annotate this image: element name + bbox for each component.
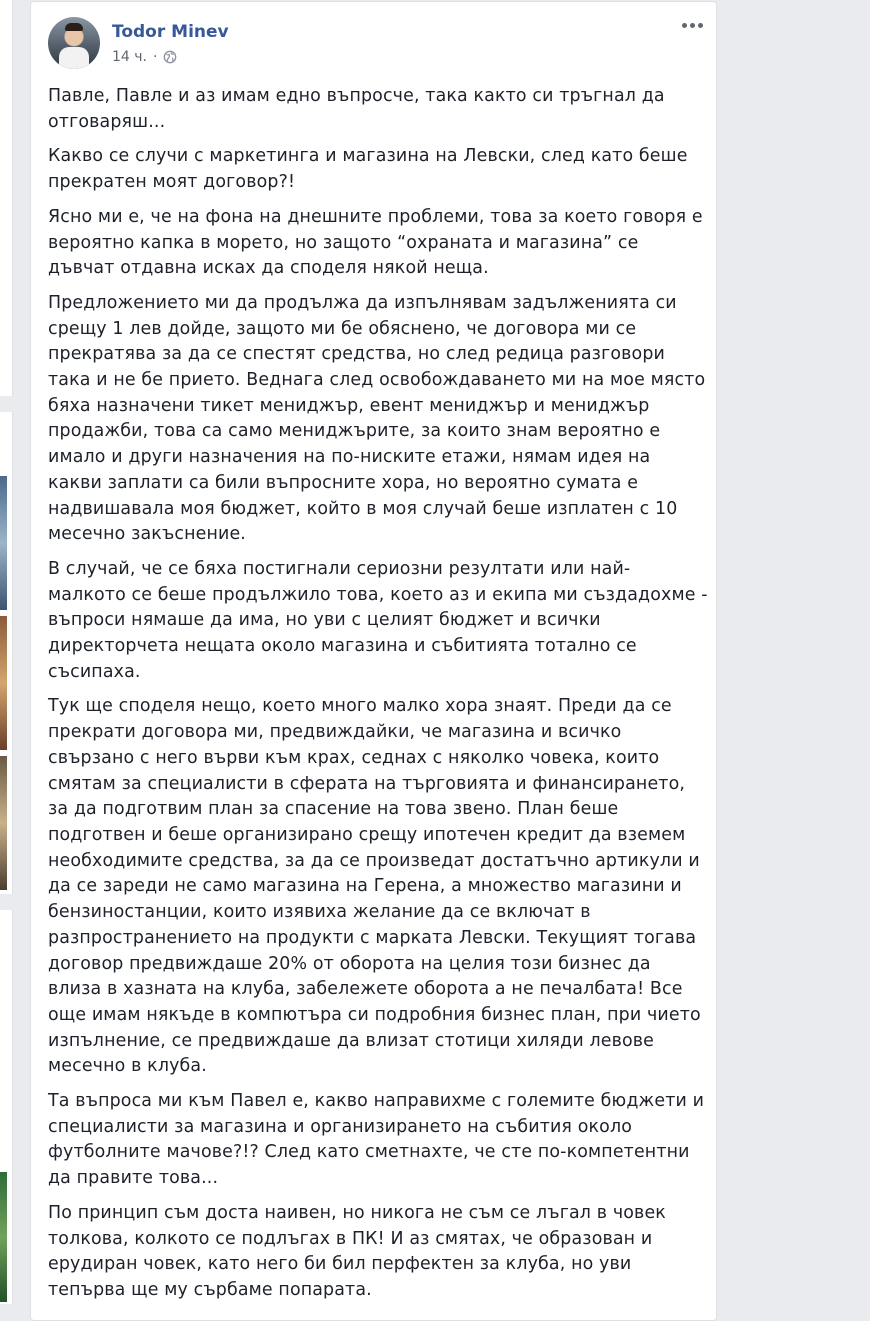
separator: ·: [153, 49, 158, 65]
author-name[interactable]: Todor Minev: [112, 22, 229, 42]
globe-icon[interactable]: [163, 50, 177, 64]
sidebar-card-top: [0, 0, 13, 396]
post-paragraph: Предложението ми да продължа да изпълнявам задълженията си срещу 1 лев дойде, защото ми бе обяснено, че договора ми се прекратява за да се спестят средства, но след редица разговори така и не бе прието. Веднага след освобождаването ми на мое място бяха назначени тикет мениджър, евент мениджър и мениджър продажби, това са само мениджърите, за които знам вероятно е имало и други назначения на по-ниските етажи, нямам идея на какви заплати са били въпросните хора, но вероятно сумата е надвишавала моя бюджет, който в моя случай беше изплатен с 10 месечно закъснение.: [48, 292, 706, 545]
more-options-icon[interactable]: [679, 14, 705, 36]
photo-thumbnail[interactable]: [0, 616, 7, 750]
post-paragraph: Ясно ми е, че на фона на днешните проблеми, това за което говоря е вероятно капка в морето, но защото “охраната и магазина” се дъвчат отдавна исках да споделя някой неща.: [48, 206, 703, 279]
avatar[interactable]: [48, 17, 100, 69]
photo-thumbnail[interactable]: [0, 1172, 7, 1302]
post-paragraph: По принцип съм доста наивен, но никога не съм се лъгал в човек толкова, колкото се подлъгах в ПК! И аз смятах, че образован и ерудиран човек, като него би бил перфектен за клуба, но уви тепърва ще му сърбаме попарата.: [48, 1202, 666, 1300]
facebook-post: [30, 1, 717, 1321]
post-paragraph: Тук ще споделя нещо, което много малко хора знаят. Преди да се прекрати договора ми, предвиждайки, че магазина и всичко свързано с него върви към крах, седнах с няколко човека, които смятам за специалисти в сферата на търговията и финансирането, за да подготвим план за спасение на това звено. План беше подготвен и беше организирано срещу ипотечен кредит да вземем необходимите средства, за да се произведат достатъчно артикули и да се зареди не само магазина на Герена, а множество магазини и бензиностанции, които изявиха желание да се включат в разпространението на продукти с марката Левски. Текущият тогава договор предвиждаше 20% от оборота на целия този бизнес да влиза в хазната на клуба, забележете оборота а не печалбата! Все още имам някъде в компютъра си подробния бизнес план, при чието изпълнение, се предвиждаше да влизат стотици хиляди левове месечно в клуба.: [48, 696, 701, 1077]
photo-thumbnail[interactable]: [0, 756, 7, 890]
post-meta: [112, 49, 177, 65]
post-timestamp[interactable]: 14 ч.: [112, 49, 147, 65]
post-paragraph: Павле, Павле и аз имам едно въпросче, така както си тръгнал да отговаряш...: [48, 86, 665, 132]
post-paragraph: Какво се случи с маркетинга и магазина на Левски, след като беше прекратен моят договор?!: [48, 146, 688, 193]
photo-thumbnail[interactable]: [0, 476, 7, 610]
sidebar-card-bottom: [0, 910, 13, 1304]
post-paragraph: В случай, че се бяха постигнали сериозни резултати или най-малкото се беше продължило това, което аз и екипа ми създадохме - въпроси нямаше да има, но уви с целият бюджет и всички директорчета нещата около магазина и събитията тотално се съсипаха.: [48, 558, 708, 682]
post-body: [48, 84, 708, 1313]
post-paragraph: Та въпроса ми към Павел е, какво направихме с големите бюджети и специалисти за магазина и организирането на събития около футболните мачове?!? След като сметнахте, че сте по-компетентни да правите това...: [48, 1091, 705, 1189]
sidebar-card-photos: [0, 412, 13, 894]
